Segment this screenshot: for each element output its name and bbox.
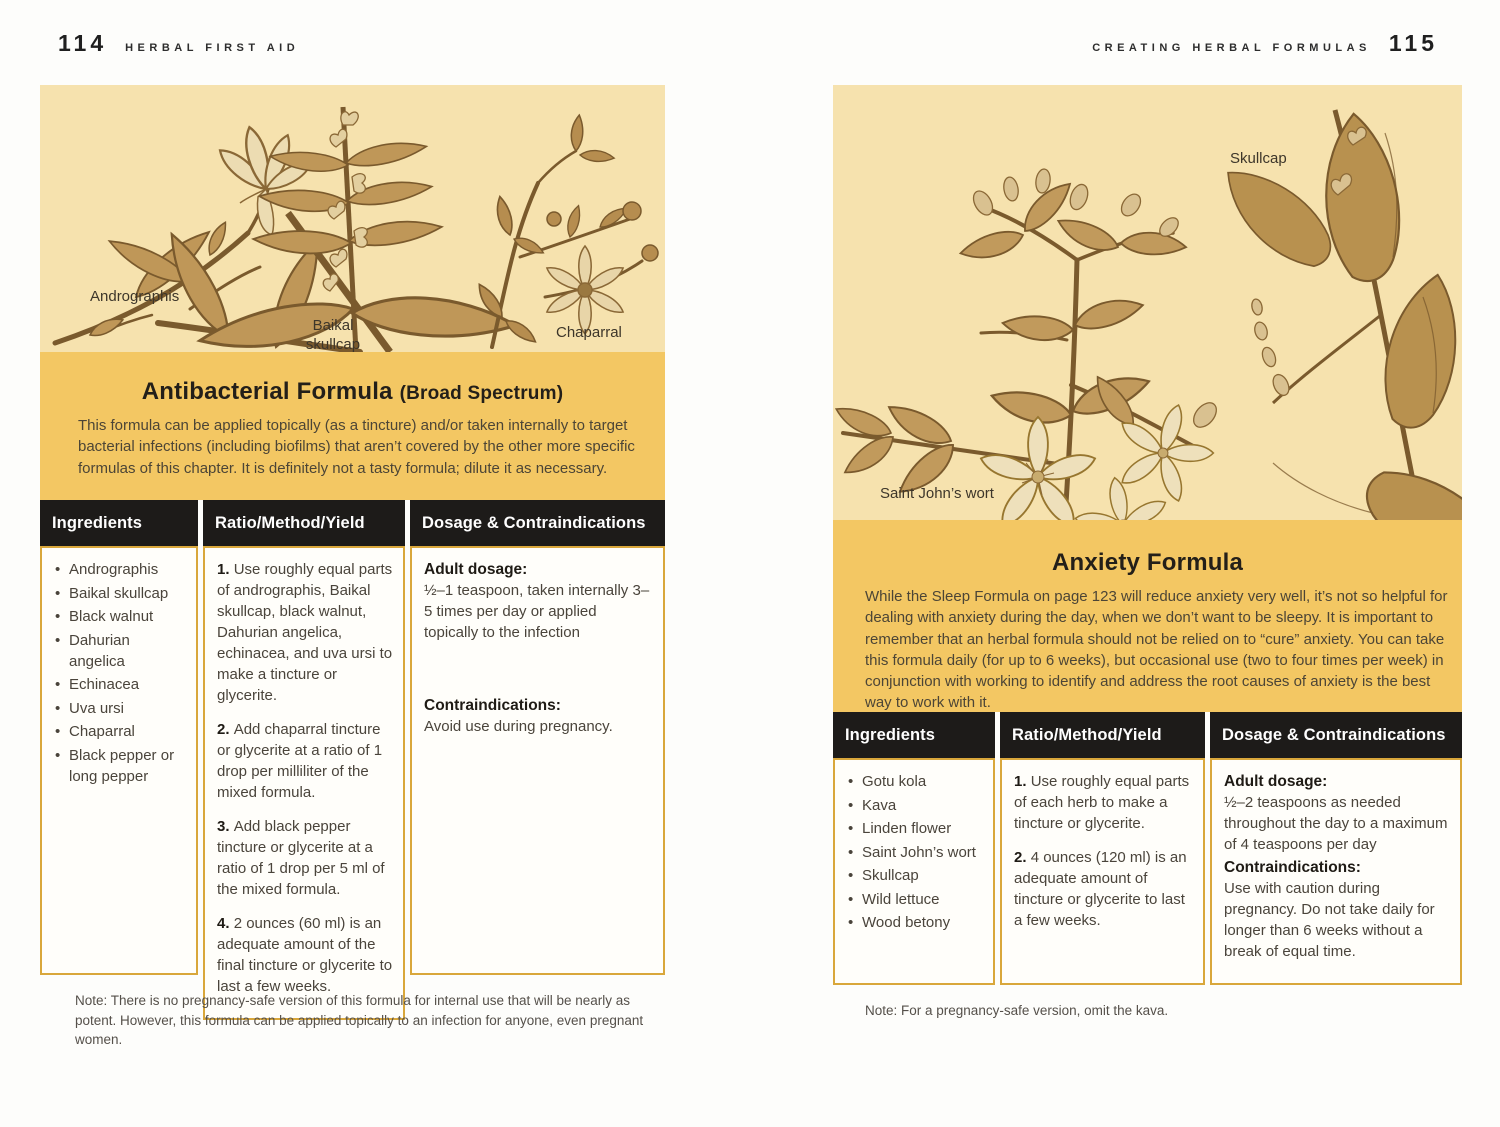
ingredient-item: • Saint John’s wort: [847, 842, 983, 863]
ingredient-item: • Dahurian angelica: [54, 630, 186, 672]
left-col-dosage: [410, 500, 665, 975]
botanical-illustration-right: [833, 85, 1462, 520]
label-baikal-skullcap: Baikal skullcap: [305, 317, 361, 352]
left-contra-body: Avoid use during pregnancy.: [424, 718, 613, 735]
ingredient-item: • Wild lettuce: [847, 889, 983, 910]
right-header-dosage: Dosage & Contraindications: [1210, 712, 1462, 758]
right-title-band: [833, 520, 1462, 712]
method-step: 1. Use roughly equal parts of each herb to make a tincture or glycerite.: [1014, 773, 1190, 832]
left-page: [40, 85, 665, 1050]
ingredient-item: • Echinacea: [54, 674, 186, 695]
label-andrographis: Andrographis: [90, 288, 180, 305]
left-contra-heading: Contraindications:: [424, 697, 561, 714]
left-header-ingredients: Ingredients: [40, 500, 198, 546]
ingredient-item: • Andrographis: [54, 559, 186, 580]
right-dosage-body: ½–2 teaspoons as needed throughout the day to a maximum of 4 teaspoons per day: [1224, 794, 1448, 853]
chapter-title-right: CREATING HERBAL FORMULAS: [1092, 42, 1371, 54]
ingredient-item: • Kava: [847, 795, 983, 816]
left-header-dosage: Dosage & Contraindications: [410, 500, 665, 546]
page-number-left: 114: [58, 30, 108, 56]
left-col-ingredients: [40, 500, 198, 975]
chaparral-illustration: [475, 114, 658, 347]
right-col-ingredients: [833, 712, 995, 985]
saint-johns-wort-illustration: [833, 168, 1227, 520]
left-formula-intro: This formula can be applied topically (as a tincture) and/or taken internally to target bacterial infections (including biofilms) that aren’t covered by the other more specific formulas of this chapter. It is definitely not a tasty formula; dilute it as necessary.: [78, 417, 635, 477]
ingredient-item: • Chaparral: [54, 721, 186, 742]
right-page: [833, 85, 1462, 1021]
right-col-method: [1000, 712, 1205, 985]
botanical-illustration-left: [40, 85, 665, 352]
label-skullcap: Skullcap: [1230, 150, 1287, 167]
right-formula-title: Anxiety Formula: [1051, 549, 1244, 576]
left-method-steps: [203, 546, 405, 1020]
method-step: 4. 2 ounces (60 ml) is an adequate amount of the final tincture or glycerite to last a few weeks.: [217, 915, 393, 995]
label-chaparral: Chaparral: [556, 324, 622, 341]
left-formula-title: [40, 378, 665, 406]
left-formula-title-suffix: (Broad Spectrum): [399, 383, 564, 404]
ingredient-item: • Black pepper or long pepper: [54, 745, 186, 787]
right-col-dosage: [1210, 712, 1462, 985]
method-step: 3. Add black pepper tincture or glycerite at a ratio of 1 drop per 5 ml of the mixed formula.: [217, 818, 385, 898]
ingredient-item: • Uva ursi: [54, 698, 186, 719]
method-step: 2. Add chaparral tincture or glycerite at a ratio of 1 drop per milliliter of the mixed formula.: [217, 721, 383, 801]
ingredient-item: • Skullcap: [847, 865, 983, 886]
right-header-ingredients: Ingredients: [833, 712, 995, 758]
right-illustration-panel: [833, 85, 1462, 520]
andrographis-flower: [215, 125, 315, 235]
left-note: Note: There is no pregnancy-safe version of this formula for internal use that will be nearly as potent. However, this formula can be applied topically to an infection for anyone, even pregnant women.: [75, 993, 644, 1047]
left-header-method: Ratio/Method/Yield: [203, 500, 405, 546]
running-head-left: [58, 30, 299, 57]
left-col-method: [203, 500, 405, 995]
left-dosage-body: ½–1 teaspoon, taken internally 3–5 times per day or applied topically to the infection: [424, 582, 650, 641]
right-dosage-heading: Adult dosage:: [1224, 773, 1328, 790]
skullcap-illustration: [1207, 108, 1462, 520]
ingredient-item: • Linden flower: [847, 818, 983, 839]
running-head-right: [1092, 30, 1438, 57]
right-note: Note: For a pregnancy-safe version, omit the kava.: [865, 1003, 1169, 1018]
ingredient-item: • Wood betony: [847, 912, 983, 933]
label-saint-johns-wort: Saint John’s wort: [880, 485, 994, 502]
right-formula-intro: While the Sleep Formula on page 123 will reduce anxiety very well, it’s not so helpful for dealing with anxiety during the day, when we don’t want to be sleepy. It is important to remember that an herbal formula should not be relied on to “cure” anxiety. You can take this formula daily (for up to 6 weeks), but occasional use (two to four times per week) in conjunction with working to identify and address the root causes of anxiety is the best way to work with it.: [865, 588, 1448, 712]
method-step: 2. 4 ounces (120 ml) is an adequate amount of tincture or glycerite to last a few weeks.: [1014, 849, 1187, 929]
ingredient-item: • Baikal skullcap: [54, 583, 186, 604]
right-contra-heading: Contraindications:: [1224, 859, 1361, 876]
ingredient-item: • Gotu kola: [847, 771, 983, 792]
left-ingredient-list: [54, 559, 186, 787]
left-formula-table: [40, 500, 665, 995]
left-formula-title-main: Antibacterial Formula: [141, 378, 393, 405]
ingredient-item: • Black walnut: [54, 606, 186, 627]
right-method-steps: [1000, 758, 1205, 985]
right-ingredient-list: [847, 771, 983, 933]
right-formula-table: [833, 712, 1462, 985]
right-contra-body: Use with caution during pregnancy. Do not take daily for longer than 6 weeks without a break of equal time.: [1224, 880, 1435, 960]
left-illustration-panel: [40, 85, 665, 352]
left-dosage-heading: Adult dosage:: [424, 561, 528, 578]
method-step: 1. Use roughly equal parts of andrographis, Baikal skullcap, black walnut, Dahurian angelica, echinacea, and uva ursi to make a tincture or glycerite.: [217, 561, 393, 704]
right-header-method: Ratio/Method/Yield: [1000, 712, 1205, 758]
left-title-band: [40, 352, 665, 500]
chapter-title-left: HERBAL FIRST AID: [125, 42, 300, 54]
page-number-right: 115: [1388, 30, 1438, 56]
chaparral-flower: [544, 246, 626, 334]
